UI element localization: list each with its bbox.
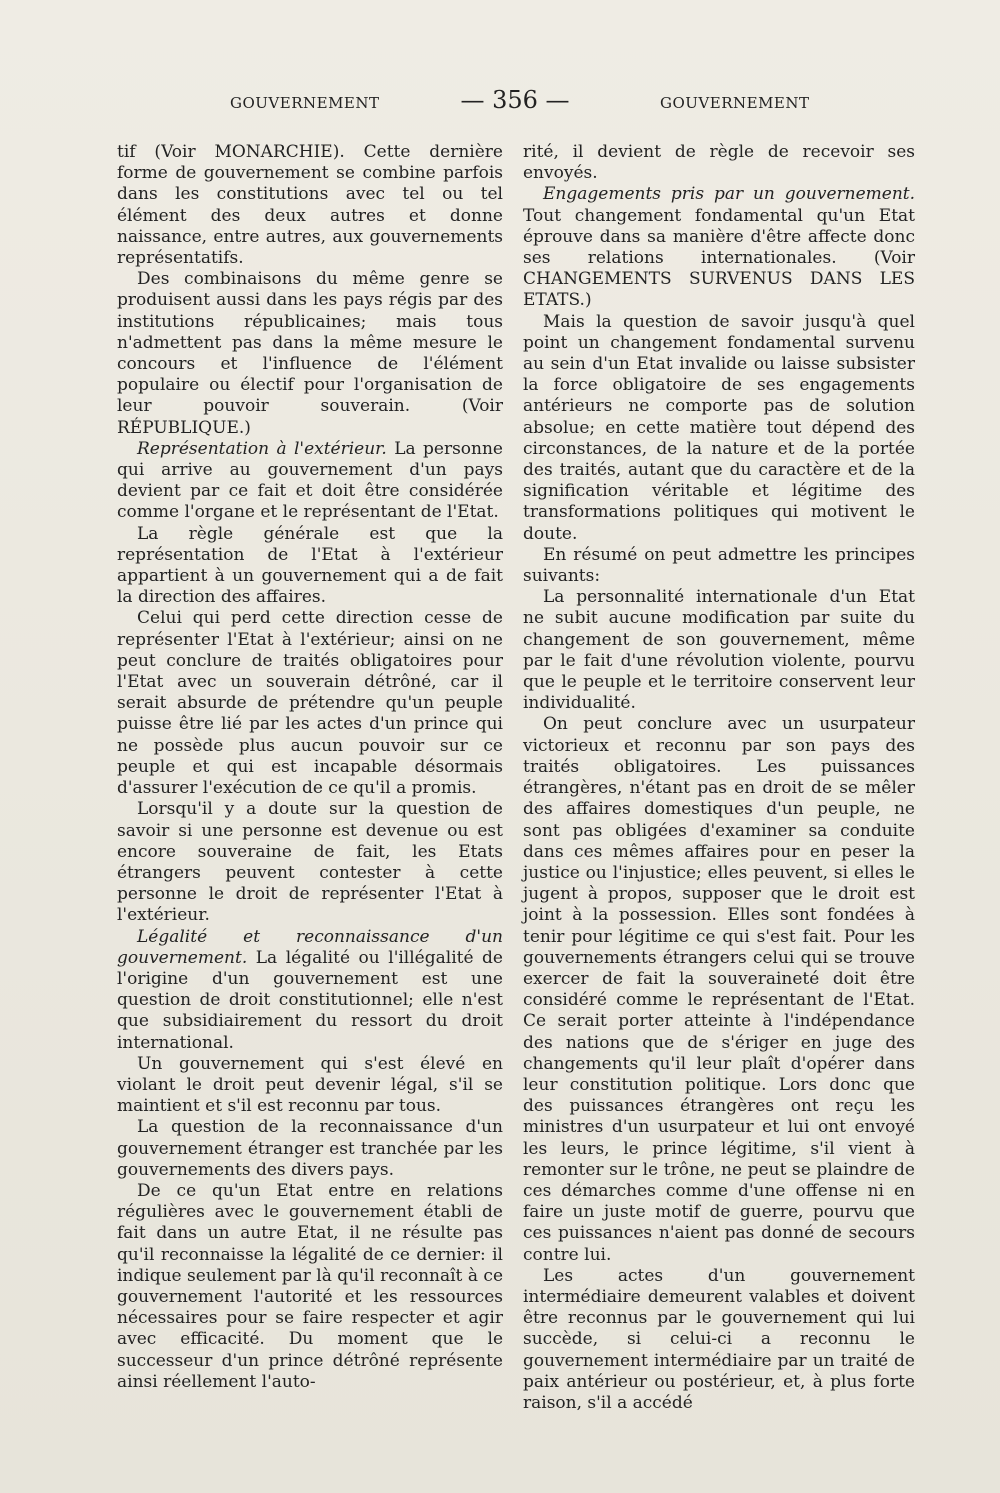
paragraph-text: tif (Voir MONARCHIE). Cette dernière forme de gouvernement se combine parfois dans les constitutions avec tel ou tel élément des deux autres et donne naissance, entre autres, aux gouvernements représentatifs.	[117, 142, 503, 269]
paragraph	[523, 714, 915, 1265]
paragraph-text: En résumé on peut admettre les principes suivants:	[523, 544, 915, 587]
paragraph	[117, 608, 503, 799]
paragraph-text: Mais la question de savoir jusqu'à quel point un changement fondamental survenu au sein d'un Etat invalide ou laisse subsister la force obligatoire de ses engagements antérieurs ne comporte pas de solution absolue; en cette matière tout dépend des circonstances, de la nature et de la portée des traités, autant que du caractère et de la signification véritable et légitime des transformations politiques qui motivent le doute.	[523, 311, 915, 544]
paragraph	[117, 1181, 503, 1393]
paragraph-text: On peut conclure avec un usurpateur victorieux et reconnu par son pays des traités obligatoires. Les puissances étrangères, n'étant pas en droit de se mêler des affaires domestiques d'un peuple, ne sont pas obligées d'examiner sa conduite dans ces mêmes affaires pour en peser la justice ou l'injustice; elles peuvent, si elles le jugent à propos, supposer que le droit est joint à la possession. Elles sont fondées à tenir pour légitime ce qui s'est fait. Pour les gouvernements étrangers celui qui se trouve exercer de fait la souveraineté doit être considéré comme le représentant de l'Etat. Ce serait porter atteinte à l'indépendance des nations que de s'ériger en juge des changements qu'il leur plaît d'opérer dans leur constitution politique. Lors donc que des puissances étrangères ont reçu les ministres d'un usurpateur et lui ont envoyé les leurs, le prince légitime, s'il vient à remonter sur le trône, ne peut se plaindre de ces démarches comme d'une offense ni en faire un juste motif de guerre, pourvu que ces puissances n'aient pas donné de secours contre lui.	[523, 714, 915, 1265]
section-lead: Légalité et reconnaissance d'un gouvernement.	[117, 926, 503, 968]
running-title-left: GOUVERNEMENT	[230, 94, 380, 112]
paragraph	[117, 524, 503, 609]
paragraph	[117, 269, 503, 439]
paragraph	[523, 587, 915, 714]
paragraph	[117, 439, 503, 524]
paragraph-text: La légalité ou l'illégalité de l'origine d'un gouvernement est une question de droit constitutionnel; elle n'est que subsidiairement du ressort du droit international.	[117, 947, 503, 1053]
paragraph-text: Lorsqu'il y a doute sur la question de savoir si une personne est devenue ou est encore souveraine de fait, les Etats étrangers peuvent contester à cette personne le droit de représenter l'Etat à l'extérieur.	[117, 799, 503, 926]
paragraph	[117, 799, 503, 926]
paragraph	[523, 1266, 915, 1414]
running-header	[0, 86, 1000, 122]
paragraph-text: La question de la reconnaissance d'un gouvernement étranger est tranchée par les gouvernements des divers pays.	[117, 1117, 503, 1180]
paragraph-text: La personne qui arrive au gouvernement d'un pays devient par ce fait et doit être considérée comme l'organe et le représentant de l'Etat.	[117, 438, 503, 523]
paragraph-text: La règle générale est que la représentation de l'Etat à l'extérieur appartient à un gouvernement qui a de fait la direction des affaires.	[117, 523, 503, 608]
paragraph-text: Tout changement fondamental qu'un Etat éprouve dans sa manière d'être affecte donc ses relations internationales. (Voir CHANGEMENTS SURVENUS DANS LES ETATS.)	[523, 205, 915, 311]
paragraph	[523, 545, 915, 587]
section-lead: Représentation à l'extérieur.	[137, 438, 387, 459]
paragraph-text: Les actes d'un gouvernement intermédiaire demeurent valables et doivent être reconnus par le gouvernement qui lui succède, si celui-ci a reconnu le gouvernement intermédiaire par un traité de paix antérieur ou postérieur, et, à plus forte raison, s'il a accédé	[523, 1265, 915, 1413]
paragraph-text: De ce qu'un Etat entre en relations régulières avec le gouvernement établi de fait dans un autre Etat, il ne résulte pas qu'il reconnaisse la légalité de ce dernier: il indique seulement par là qu'il reconnaît à ce gouvernement l'autorité et les ressources nécessaires pour se faire respecter et agir avec efficacité. Du moment que le successeur d'un prince détrôné représente ainsi réellement l'auto-	[117, 1180, 503, 1392]
left-column	[117, 142, 503, 1393]
paragraph	[117, 1054, 503, 1118]
paragraph-text: rité, il devient de règle de recevoir ses envoyés.	[523, 142, 915, 184]
page-number: — 356 —	[460, 86, 570, 114]
right-column	[523, 142, 915, 1414]
paragraph-text: Un gouvernement qui s'est élevé en violant le droit peut devenir légal, s'il se maintient et s'il est reconnu par tous.	[117, 1053, 503, 1117]
paragraph	[523, 184, 915, 311]
paragraph	[117, 142, 503, 269]
paragraph-text: Celui qui perd cette direction cesse de représenter l'Etat à l'extérieur; ainsi on ne peut conclure de traités obligatoires pour l'Etat avec un souverain détrôné, car il serait absurde de prétendre qu'un peuple puisse être lié par les actes d'un prince qui ne possède plus aucun pouvoir sur ce peuple et qui est incapable désormais d'assurer l'exécution de ce qu'il a promis.	[117, 608, 503, 799]
section-lead: Engagements pris par un gouvernement.	[543, 184, 915, 205]
paragraph-text: Des combinaisons du même genre se produisent aussi dans les pays régis par des institutions républicaines; mais tous n'admettent pas dans la même mesure le concours et l'influence de l'élément populaire ou électif pour l'organisation de leur pouvoir souverain. (Voir RÉPUBLIQUE.)	[117, 269, 503, 438]
paragraph	[523, 142, 915, 184]
paragraph-text: La personnalité internationale d'un Etat ne subit aucune modification par suite du changement de son gouvernement, même par le fait d'une révolution violente, pourvu que le peuple et le territoire conservent leur individualité.	[523, 587, 915, 714]
paragraph	[523, 312, 915, 545]
running-title-right: GOUVERNEMENT	[660, 94, 810, 112]
paragraph	[117, 1117, 503, 1181]
paragraph	[117, 927, 503, 1054]
